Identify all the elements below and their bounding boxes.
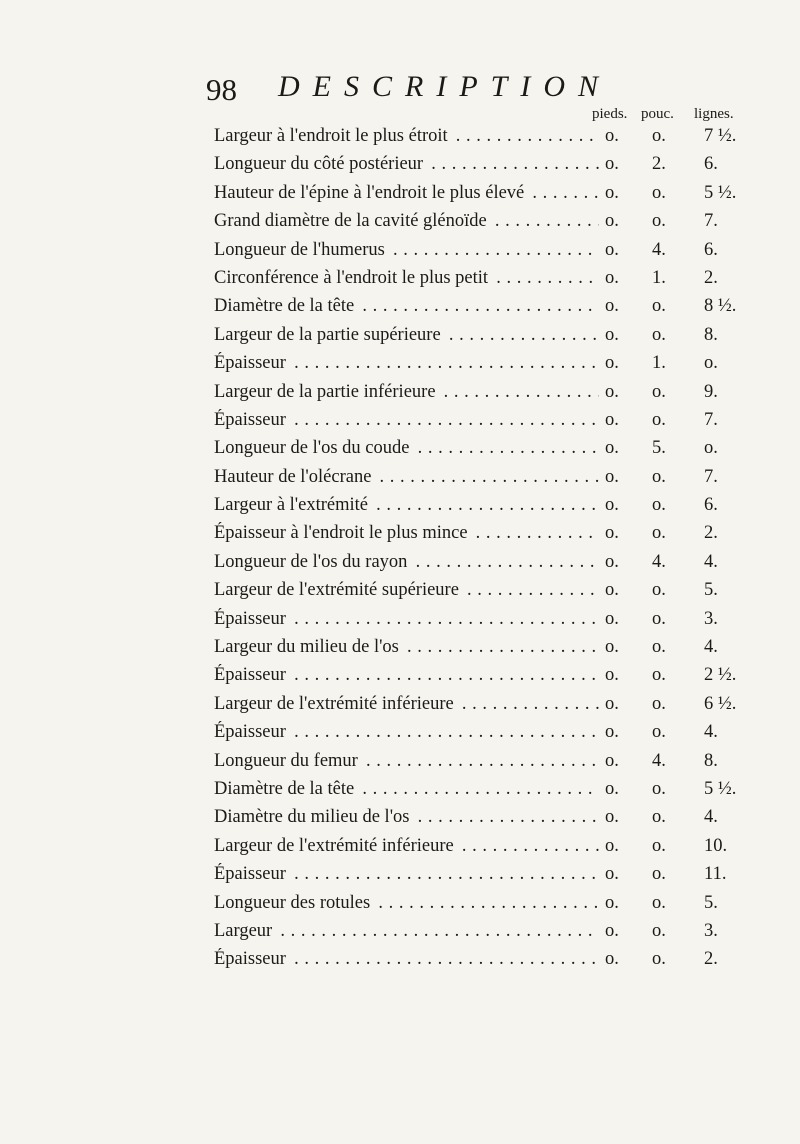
value-lignes: o.	[704, 353, 718, 374]
value-lignes: 2.	[704, 523, 718, 544]
value-pieds: o.	[605, 466, 619, 487]
value-pieds: o.	[605, 608, 619, 629]
value-lignes: 7.	[704, 466, 718, 487]
value-pouc: o.	[652, 665, 666, 686]
measurement-label-cell	[214, 863, 599, 885]
value-pouc: 4.	[652, 239, 666, 260]
value-pieds: o.	[605, 637, 619, 658]
value-pieds: o.	[605, 835, 619, 856]
measurement-label-cell	[214, 664, 599, 686]
value-pieds: o.	[605, 523, 619, 544]
value-pieds: o.	[605, 750, 619, 771]
value-pieds: o.	[605, 693, 619, 714]
value-lignes: 3.	[704, 920, 718, 941]
value-pieds: o.	[605, 211, 619, 232]
value-lignes: 7.	[704, 409, 718, 430]
table-row	[0, 149, 800, 177]
table-row	[0, 235, 800, 263]
value-pieds: o.	[605, 381, 619, 402]
measurement-label-cell	[214, 778, 599, 800]
measurement-label-cell	[214, 466, 599, 488]
measurement-label: Circonférence à l'endroit le plus petit	[214, 267, 489, 288]
measurement-label: Épaisseur à l'endroit le plus mince	[214, 523, 468, 544]
value-pouc: 5.	[652, 438, 666, 459]
table-row	[0, 859, 800, 887]
measurement-label: Diamètre de la tête	[214, 778, 355, 799]
measurement-label-cell	[214, 125, 599, 147]
page-number: 98	[206, 72, 237, 107]
table-row	[0, 291, 800, 319]
measurement-label: Longueur de l'os du rayon	[214, 551, 408, 572]
table-row	[0, 632, 800, 660]
table-row	[0, 575, 800, 603]
value-pouc: o.	[652, 722, 666, 743]
value-lignes: 2.	[704, 267, 718, 288]
value-pouc: 4.	[652, 551, 666, 572]
measurement-label-cell	[214, 153, 599, 175]
value-lignes: 2 ½.	[704, 665, 737, 686]
value-pieds: o.	[605, 495, 619, 516]
value-lignes: 6.	[704, 239, 718, 260]
measurement-label-cell	[214, 352, 599, 374]
table-row	[0, 121, 800, 149]
table-row	[0, 831, 800, 859]
measurement-label-cell	[214, 892, 599, 914]
value-lignes: 8.	[704, 750, 718, 771]
table-row	[0, 377, 800, 405]
measurement-label-cell	[214, 750, 599, 772]
measurement-label-cell	[214, 182, 599, 204]
value-lignes: 5.	[704, 580, 718, 601]
table-row	[0, 547, 800, 575]
value-lignes: 10.	[704, 835, 728, 856]
value-lignes: 5 ½.	[704, 182, 737, 203]
value-lignes: 4.	[704, 722, 718, 743]
value-pieds: o.	[605, 324, 619, 345]
measurement-label-cell	[214, 948, 599, 970]
value-pouc: 1.	[652, 353, 666, 374]
value-lignes: 3.	[704, 608, 718, 629]
value-lignes: 4.	[704, 807, 718, 828]
measurement-label: Épaisseur	[214, 409, 286, 430]
table-row	[0, 263, 800, 291]
value-pouc: o.	[652, 608, 666, 629]
value-pouc: o.	[652, 949, 666, 970]
column-header-lignes: lignes.	[694, 106, 734, 122]
value-lignes: 9.	[704, 381, 718, 402]
value-pouc: o.	[652, 409, 666, 430]
value-pieds: o.	[605, 126, 619, 146]
value-pieds: o.	[605, 154, 619, 175]
value-pouc: o.	[652, 835, 666, 856]
measurement-label: Épaisseur	[214, 353, 286, 374]
measurement-label-cell	[214, 551, 599, 573]
measurement-label-cell	[214, 494, 599, 516]
measurement-label-cell	[214, 295, 599, 317]
value-pouc: o.	[652, 324, 666, 345]
value-lignes: 2.	[704, 949, 718, 970]
measurement-label: Épaisseur	[214, 722, 286, 743]
measurement-label: Diamètre du milieu de l'os	[214, 807, 410, 828]
value-pieds: o.	[605, 892, 619, 913]
measurement-label: Hauteur de l'olécrane	[214, 466, 372, 487]
value-lignes: 6 ½.	[704, 693, 737, 714]
measurement-label: Largeur à l'extrémité	[214, 495, 368, 516]
table-row	[0, 916, 800, 944]
value-pouc: o.	[652, 920, 666, 941]
measurement-label: Hauteur de l'épine à l'endroit le plus élevé	[214, 182, 525, 203]
value-pieds: o.	[605, 409, 619, 430]
measurement-label-cell	[214, 210, 599, 232]
table-row	[0, 206, 800, 234]
value-pieds: o.	[605, 665, 619, 686]
value-pieds: o.	[605, 864, 619, 885]
measurement-label-cell	[214, 920, 599, 942]
value-pouc: o.	[652, 778, 666, 799]
table-row	[0, 518, 800, 546]
value-pieds: o.	[605, 580, 619, 601]
table-row	[0, 178, 800, 206]
table-row	[0, 774, 800, 802]
table-row	[0, 320, 800, 348]
value-pouc: o.	[652, 126, 666, 146]
value-pouc: o.	[652, 637, 666, 658]
value-pouc: o.	[652, 807, 666, 828]
value-pieds: o.	[605, 807, 619, 828]
value-lignes: o.	[704, 438, 718, 459]
table-row	[0, 348, 800, 376]
measurement-label: Largeur de l'extrémité inférieure	[214, 835, 454, 856]
value-pieds: o.	[605, 920, 619, 941]
value-pieds: o.	[605, 296, 619, 317]
value-pieds: o.	[605, 239, 619, 260]
table-row	[0, 433, 800, 461]
value-lignes: 4.	[704, 551, 718, 572]
measurement-label-cell	[214, 267, 599, 289]
measurement-label-cell	[214, 693, 599, 715]
value-pieds: o.	[605, 778, 619, 799]
measurement-label: Longueur de l'os du coude	[214, 438, 410, 459]
measurement-label: Longueur de l'humerus	[214, 239, 385, 260]
measurement-label: Grand diamètre de la cavité glénoïde	[214, 211, 487, 232]
value-lignes: 7 ½.	[704, 126, 737, 146]
measurement-label: Longueur des rotules	[214, 892, 371, 913]
value-pouc: o.	[652, 381, 666, 402]
table-row	[0, 689, 800, 717]
measurement-label: Diamètre de la tête	[214, 296, 355, 317]
value-pieds: o.	[605, 182, 619, 203]
value-pouc: 4.	[652, 750, 666, 771]
value-pieds: o.	[605, 267, 619, 288]
measurement-label-cell	[214, 636, 599, 658]
table-row	[0, 802, 800, 830]
table-row	[0, 944, 800, 972]
value-pouc: o.	[652, 211, 666, 232]
measurement-label-cell	[214, 381, 599, 403]
measurement-label: Largeur de l'extrémité supérieure	[214, 580, 459, 601]
measurement-label-cell	[214, 579, 599, 601]
value-pouc: o.	[652, 892, 666, 913]
running-title: DESCRIPTION	[278, 70, 611, 103]
table-row	[0, 405, 800, 433]
measurement-label: Épaisseur	[214, 864, 286, 885]
value-lignes: 5 ½.	[704, 778, 737, 799]
measurement-label-cell	[214, 324, 599, 346]
value-lignes: 5.	[704, 892, 718, 913]
measurement-label: Largeur de la partie inférieure	[214, 381, 436, 402]
measurement-label: Épaisseur	[214, 949, 286, 970]
table-row	[0, 746, 800, 774]
value-lignes: 6.	[704, 154, 718, 175]
value-pouc: o.	[652, 864, 666, 885]
value-pouc: o.	[652, 296, 666, 317]
column-header-pouc: pouc.	[641, 106, 674, 122]
measurement-label: Largeur à l'endroit le plus étroit	[214, 126, 448, 146]
value-pouc: o.	[652, 693, 666, 714]
measurement-label-cell	[214, 608, 599, 630]
measurement-label-cell	[214, 721, 599, 743]
value-pouc: o.	[652, 523, 666, 544]
measurement-label: Épaisseur	[214, 608, 286, 629]
value-pieds: o.	[605, 722, 619, 743]
measurement-label: Longueur du côté postérieur	[214, 154, 424, 175]
value-lignes: 8.	[704, 324, 718, 345]
value-pouc: o.	[652, 580, 666, 601]
table-row	[0, 888, 800, 916]
measurement-label-cell	[214, 835, 599, 857]
value-pouc: o.	[652, 182, 666, 203]
measurement-table	[0, 121, 800, 973]
value-pieds: o.	[605, 551, 619, 572]
value-pouc: o.	[652, 495, 666, 516]
value-pouc: 2.	[652, 154, 666, 175]
value-pouc: o.	[652, 466, 666, 487]
measurement-label-cell	[214, 806, 599, 828]
measurement-label: Épaisseur	[214, 665, 286, 686]
measurement-label: Largeur de l'extrémité inférieure	[214, 693, 454, 714]
value-lignes: 11.	[704, 864, 727, 885]
value-lignes: 4.	[704, 637, 718, 658]
measurement-label-cell	[214, 437, 599, 459]
measurement-label-cell	[214, 239, 599, 261]
value-pieds: o.	[605, 353, 619, 374]
value-lignes: 7.	[704, 211, 718, 232]
table-row	[0, 660, 800, 688]
measurement-label: Largeur	[214, 920, 273, 941]
table-row	[0, 717, 800, 745]
value-pieds: o.	[605, 438, 619, 459]
measurement-label: Largeur de la partie supérieure	[214, 324, 441, 345]
measurement-label-cell	[214, 522, 599, 544]
value-pieds: o.	[605, 949, 619, 970]
column-header-pieds: pieds.	[592, 106, 628, 122]
value-lignes: 8 ½.	[704, 296, 737, 317]
measurement-label: Longueur du femur	[214, 750, 358, 771]
value-pouc: 1.	[652, 267, 666, 288]
measurement-label-cell	[214, 409, 599, 431]
table-row	[0, 604, 800, 632]
table-row	[0, 462, 800, 490]
value-lignes: 6.	[704, 495, 718, 516]
table-row	[0, 490, 800, 518]
measurement-label: Largeur du milieu de l'os	[214, 637, 399, 658]
